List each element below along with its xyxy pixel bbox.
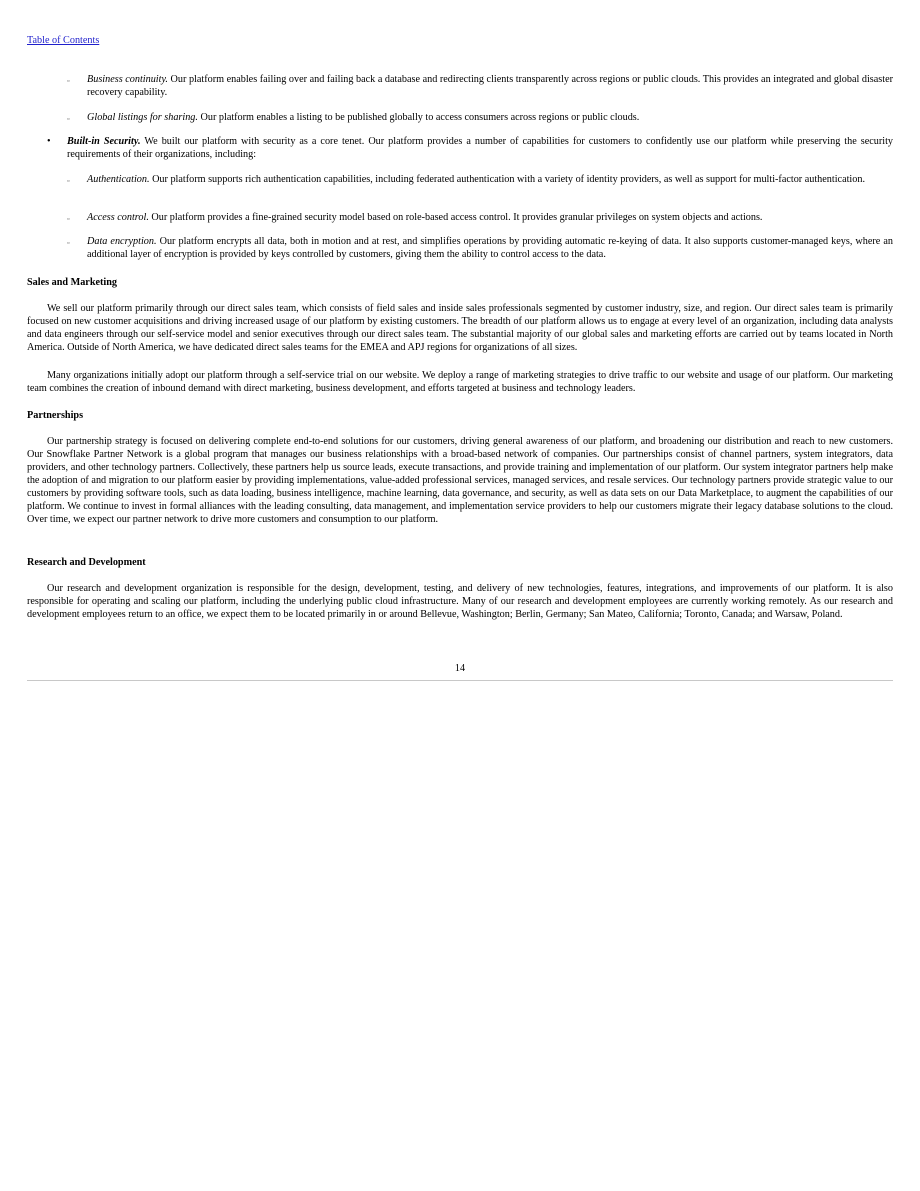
square-bullet-icon: ▫ (67, 177, 70, 185)
paragraph-partnerships: Our partnership strategy is focused on delivering complete end-to-end solutions for our customers, driving general awareness of our platform, and broadening our distribution and reach to new customers. Our Snowflake Partner Network is a global program that manages our business relationships with a broad-based network of companies. Our partnerships consist of channel partners, system integrators, data providers, and other technology partners. Collectively, these partners help us source leads, execute transactions, and provide training and implementation of our platform. Our system integrator partners help make the adoption of and migration to our platform easier by providing implementations, value-added professional services, managed services, and resale services. Our technology partners provide strategic value to our customers by providing software tools, such as data loading, business intelligence, machine learning, data governance, and security, as well as data sets on our Data Marketplace, to augment the capabilities of our platform. We continue to invest in formal alliances with the leading consulting, data management, and implementation service providers to help our customers migrate their legacy database solutions to the cloud. Over time, we expect our partner network to drive more customers and consumption to our platform. (27, 436, 893, 525)
square-bullet-icon: ▫ (67, 77, 70, 85)
bullet-term: Built-in Security. (67, 136, 141, 147)
paragraph-sales-1: We sell our platform primarily through our direct sales team, which consists of field sales and inside sales professionals segmented by customer industry, size, and region. Our direct sales team is primarily focused on new customer acquisitions and driving increased usage of our platform by existing customers. The breadth of our platform allows us to engage at every level of an organization, including data analysts and data engineers through our self-service model and senior executives through our direct sales team. The substantial majority of our global sales and marketing efforts are carried out by teams located in North America. Outside of North America, we have dedicated direct sales teams for the EMEA and APJ regions for organizations of all sizes. (27, 303, 893, 353)
heading-partnerships: Partnerships (27, 410, 84, 421)
heading-sales-marketing: Sales and Marketing (27, 277, 117, 288)
footer-divider (27, 680, 893, 681)
heading-research-development: Research and Development (27, 557, 146, 568)
square-bullet-icon: ▫ (67, 239, 70, 247)
sub-item-term: Business continuity. (87, 74, 168, 85)
sub-item-text: Our platform provides a fine-grained security model based on role-based access control. It provides granular privileges on system objects and actions. (148, 212, 763, 223)
square-bullet-icon: ▫ (67, 115, 70, 123)
sub-item-text: Our platform supports rich authentication capabilities, including federated authentication with a variety of identity providers, as well as support for multi-factor authentication. (149, 174, 865, 185)
paragraph-research: Our research and development organization is responsible for the design, development, testing, and delivery of new technologies, features, integrations, and improvements of our platform. It is also responsible for operating and scaling our platform, including the underlying public cloud infrastructure. Many of our research and development employees are currently working remotely. As our research and development employees return to an office, we expect them to be located primarily in or around Bellevue, Washington; Berlin, Germany; San Mateo, California; Toronto, Canada; and Warsaw, Poland. (27, 583, 893, 620)
sub-item-text: Our platform enables failing over and failing back a database and redirecting clients transparently across regions or public clouds. This provides an integrated and global disaster recovery capability. (87, 74, 893, 98)
sub-item-data-encryption (27, 235, 893, 261)
table-of-contents-link[interactable]: Table of Contents (27, 35, 100, 46)
sub-item-business-continuity (27, 73, 893, 99)
paragraph-sales-2: Many organizations initially adopt our platform through a self-service trial on our website. We deploy a range of marketing strategies to drive traffic to our website and usage of our platform. Our marketing team combines the creation of inbound demand with direct marketing, business development, and efforts targeted at business and technology leaders. (27, 370, 893, 394)
sub-item-access-control (27, 211, 893, 224)
sub-item-term: Data encryption. (87, 236, 157, 247)
sub-item-term: Global listings for sharing. (87, 112, 198, 123)
sub-item-term: Access control. (87, 212, 149, 223)
page-number: 14 (454, 663, 466, 674)
bullet-text: We built our platform with security as a core tenet. Our platform provides a number of capabilities for customers to confidently use our platform while preserving the security requirements of their organizations, including: (67, 136, 893, 160)
sub-item-text: Our platform encrypts all data, both in motion and at rest, and simplifies operations by providing automatic re-keying of data. It also supports customer-managed keys, where an additional layer of encryption is provided by keys controlled by customers, giving them the ability to control access to the data. (87, 236, 893, 260)
bullet-built-in-security (27, 135, 893, 161)
square-bullet-icon: ▫ (67, 215, 70, 223)
bullet-dot-icon: • (47, 136, 51, 147)
sub-item-global-listings (27, 111, 893, 124)
sub-item-authentication (27, 173, 893, 186)
sub-item-text: Our platform enables a listing to be published globally to access consumers across regions or public clouds. (197, 112, 640, 123)
sub-item-term: Authentication. (87, 174, 150, 185)
